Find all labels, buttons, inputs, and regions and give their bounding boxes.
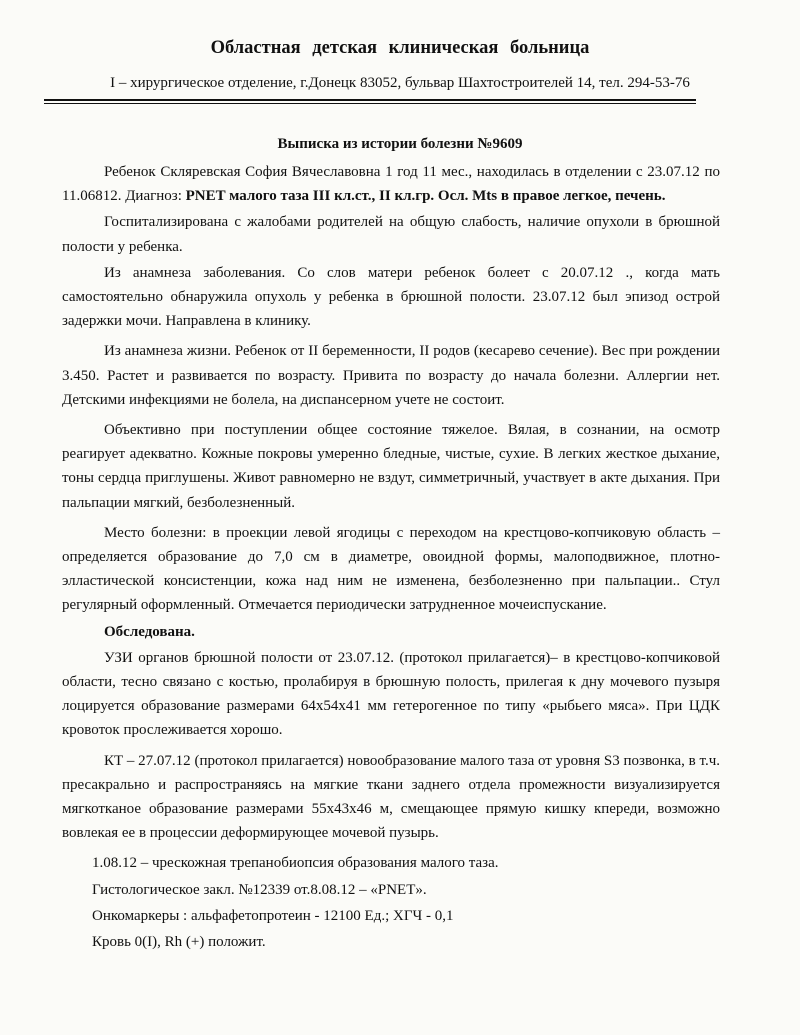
- diagnosis-text: PNET малого таза III кл.ст., II кл.гр. Осл. Mts в правое легкое, печень.: [185, 188, 666, 205]
- patient-paragraph: [62, 160, 720, 208]
- patient-info-text: Ребенок Скляревская София Вячеславовна 1 год 11 мес., находилась в отделении с 23.07.12 по 11.06812. Диагноз:: [62, 164, 720, 205]
- ct-paragraph: КТ – 27.07.12 (протокол прилагается) новообразование малого таза от уровня S3 позвонка, в т.ч. пресакрально и распространяясь на мягкие ткани заднего отдела промежности визуализируется мягкотканое образование размерами 55х43х46 м, смещающее прямую кишку кпереди, возможно вовлекая ее в процессии деформирующее мочевой пузырь.: [62, 752, 720, 842]
- document-title: Выписка из истории болезни №9609: [277, 136, 523, 152]
- header-divider: [44, 99, 696, 104]
- document-body: [62, 160, 720, 956]
- life-anamnesis-paragraph: Из анамнеза жизни. Ребенок от II беременности, II родов (кесарево сечение). Вес при рождении 3.450. Растет и развивается по возрасту. Привита по возрасту до начала болезни. Аллергии нет. Детскими инфекциями не болела, на диспансерном учете не состоит.: [62, 343, 720, 408]
- tumor-markers-line: Онкомаркеры : альфафетопротеин - 12100 Ед.; ХГЧ - 0,1: [92, 907, 454, 924]
- biopsy-line: 1.08.12 – чрескожная трепанобиопсия образования малого таза.: [92, 855, 499, 872]
- complaints-paragraph: Госпитализирована с жалобами родителей на общую слабость, наличие опухоли в брюшной полости у ребенка.: [62, 214, 720, 255]
- examinations-heading: Обследована.: [104, 623, 195, 640]
- objective-status-paragraph: Объективно при поступлении общее состояние тяжелое. Вялая, в сознании, на осмотр реагирует адекватно. Кожные покровы умеренно бледные, чистые, сухие. В легких жесткое дыхание, тоны сердца приглушены. Живот равномерно не вздут, симметричный, участвует в акте дыхания. При пальпации мягкий, безболезненный.: [62, 422, 720, 511]
- disease-anamnesis-paragraph: Из анамнеза заболевания. Со слов матери ребенок болеет с 20.07.12 ., когда мать самостоятельно обнаружила опухоль у ребенка в брюшной полости. 23.07.12 был эпизод острой задержки мочи. Направлена в клинику.: [62, 264, 720, 330]
- department-address: I – хирургическое отделение, г.Донецк 83052, бульвар Шахтостроителей 14, тел. 294-53-76: [110, 75, 690, 91]
- blood-type-line: Кровь 0(I), Rh (+) положит.: [92, 934, 266, 951]
- histology-line: Гистологическое закл. №12339 от.8.08.12 – «PNET».: [92, 881, 427, 898]
- local-status-paragraph: Место болезни: в проекции левой ягодицы с переходом на крестцово-копчиковую область – определяется образование до 7,0 см в диаметре, овоидной формы, малоподвижное, плотно-эллacтической консистенции, кожа над ним не изменена, безболезненно при пальпации.. Стул регулярный оформленный. Отмечается периодически затрудненное мочеиспускание.: [62, 524, 720, 614]
- ultrasound-paragraph: УЗИ органов брюшной полости от 23.07.12. (протокол прилагается)– в крестцово-копчиковой области, тесно связано с костью, пролабируя в брюшную полость, прилегая к дну мочевого пузыря лоцируется образование размерами 64х54х41 мм гетерогенное по типу «рыбьего мяса». При ЦДК кровоток прослеживается хорошо.: [62, 649, 720, 739]
- hospital-name: Областная детская клиническая больница: [210, 38, 590, 58]
